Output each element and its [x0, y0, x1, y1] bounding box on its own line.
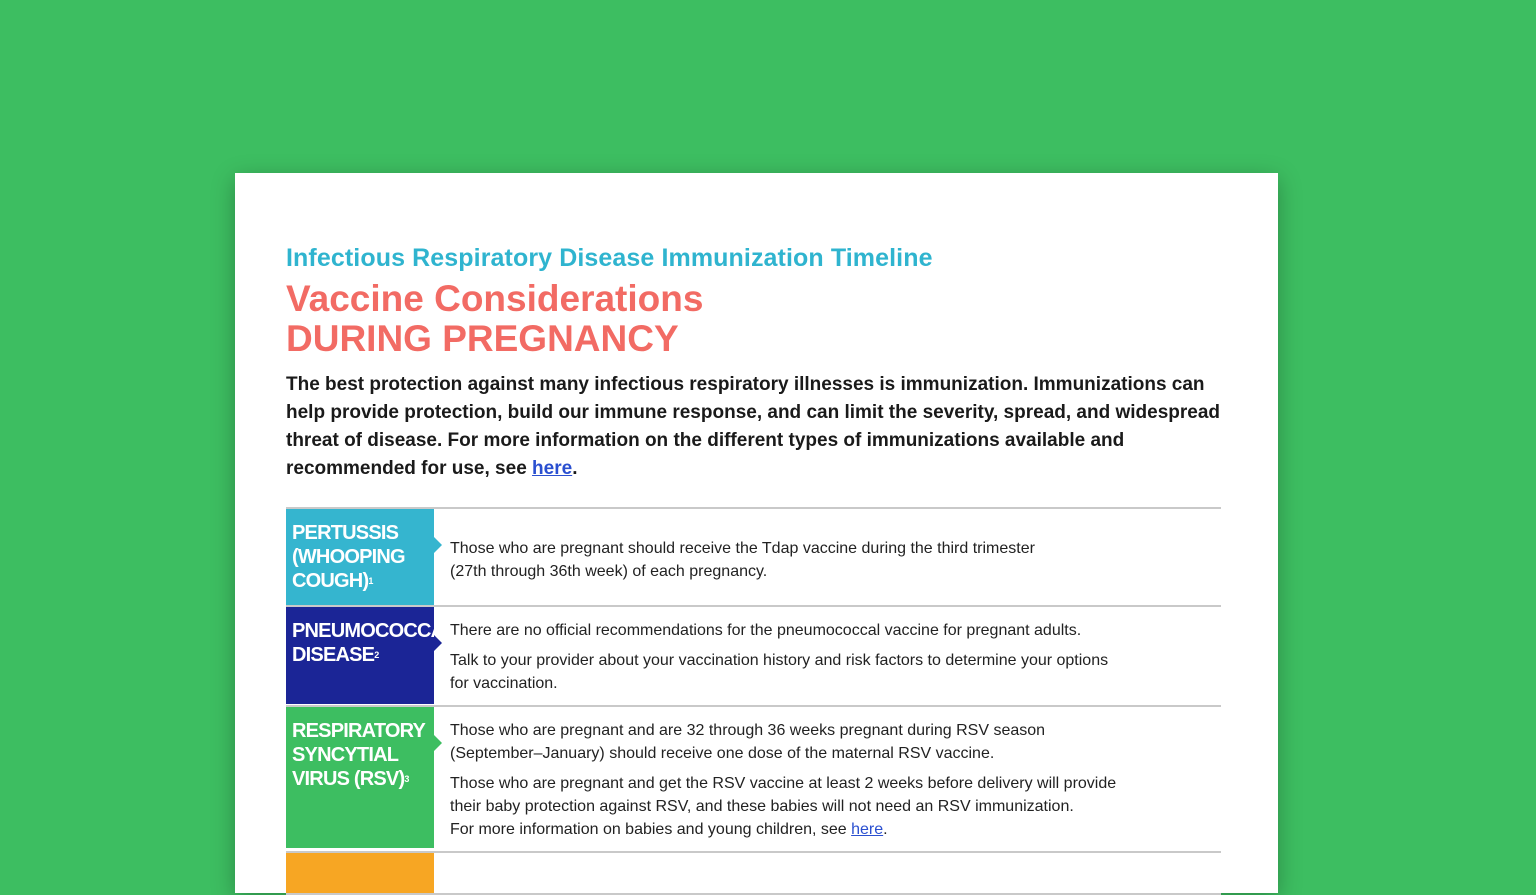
label-text: DISEASE [292, 644, 375, 666]
text-line: Talk to your provider about your vaccination history and risk factors to determine your options [450, 652, 1109, 669]
row-label-next [286, 853, 434, 893]
vaccine-table [286, 507, 1221, 895]
row-text-pneumococcal [434, 607, 1124, 705]
label-line [292, 767, 428, 791]
text-line: Those who are pregnant should receive the Tdap vaccine during the third trimester [450, 540, 1035, 557]
text-end: . [883, 821, 888, 838]
footnote-marker: 1 [368, 576, 373, 586]
document-content [286, 243, 1221, 895]
label-line: RESPIRATORY [292, 720, 426, 742]
text-line: (27th through 36th week) of each pregnancy. [450, 563, 768, 580]
row-label-rsv [286, 707, 434, 848]
row-label-pneumococcal [286, 607, 456, 704]
document-page [235, 173, 1278, 893]
label-text: COUGH) [292, 570, 369, 592]
row-text-pertussis [434, 509, 1051, 605]
table-row-rsv [286, 707, 1221, 853]
row-paragraph: There are no official recommendations for the pneumococcal vaccine for pregnant adults. [450, 622, 1082, 639]
label-line [292, 569, 428, 593]
document-title-line2: DURING PREGNANCY [286, 318, 679, 359]
intro-paragraph [286, 371, 1221, 483]
row-paragraph [450, 537, 1035, 583]
footnote-marker: 2 [374, 650, 379, 660]
row-text-rsv [434, 707, 1132, 851]
label-line [292, 643, 428, 667]
text-line: their baby protection against RSV, and these babies will not need an RSV immunization. [450, 798, 1074, 815]
intro-end: . [572, 458, 578, 479]
label-line: PNEUMOCOCCAL [292, 620, 456, 642]
row-paragraph [450, 649, 1108, 695]
label-text: VIRUS (RSV) [292, 768, 405, 790]
text-line: Those who are pregnant and get the RSV vaccine at least 2 weeks before delivery will provide [450, 775, 1117, 792]
text-line: for vaccination. [450, 675, 558, 692]
row-paragraph [450, 719, 1116, 765]
intro-here-link[interactable]: here [532, 458, 573, 479]
text-line: (September–January) should receive one dose of the maternal RSV vaccine. [450, 745, 995, 762]
row-label-pertussis [286, 509, 434, 605]
table-row-next [286, 853, 1221, 895]
intro-text: The best protection against many infectious respiratory illnesses is immunization. Immunizations can help provide protection, build our immune response, and can limit the severity, spread, and widespread threat of disease. For more information on the different types of immunizations available and recommended for use, see [286, 374, 1221, 479]
row-paragraph [450, 772, 1116, 841]
document-supertitle: Infectious Respiratory Disease Immunization Timeline [286, 244, 933, 272]
rsv-here-link[interactable]: here [851, 821, 884, 838]
label-line: (WHOOPING [292, 546, 405, 568]
table-row-pneumococcal [286, 607, 1221, 707]
label-line: SYNCYTIAL [292, 744, 399, 766]
text-line: For more information on babies and young children, see [450, 821, 847, 838]
table-row-pertussis [286, 509, 1221, 607]
document-title-line1: Vaccine Considerations [286, 278, 704, 319]
text-line: Those who are pregnant and are 32 through 36 weeks pregnant during RSV season [450, 722, 1046, 739]
footnote-marker: 3 [404, 774, 409, 784]
label-line: PERTUSSIS [292, 522, 399, 544]
